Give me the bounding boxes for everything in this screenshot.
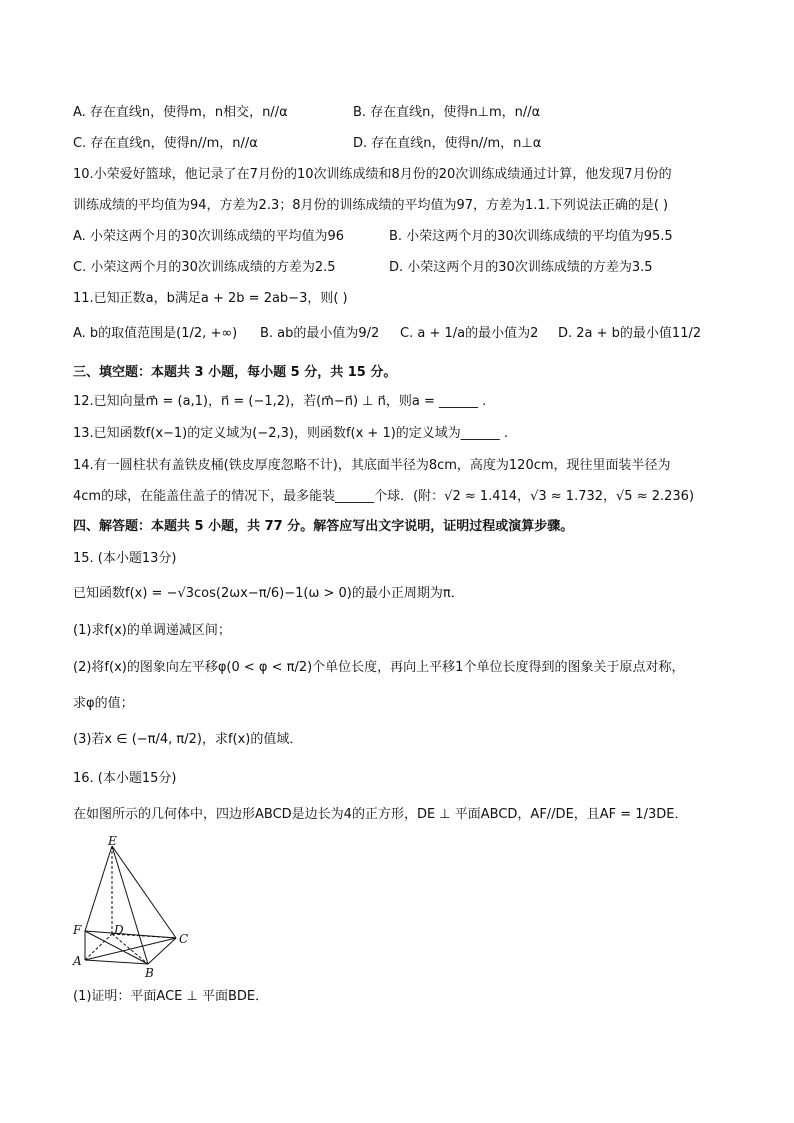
label-f: F (73, 923, 82, 937)
q15-header: 15. (本小题13分) (73, 551, 177, 566)
q15-part-3: (3)若x ∈ (−π/4, π/2)，求f(x)的值域． (73, 732, 303, 747)
q16-geometry-figure (68, 834, 198, 980)
edge-ac (85, 938, 176, 960)
edge-ef (85, 846, 112, 931)
q10-option-b[interactable]: B. 小荣这两个月的30次训练成绩的平均值为95.5 (389, 229, 673, 244)
label-b: B (145, 966, 154, 980)
section-4-heading: 四、解答题：本题共 5 小题，共 77 分。解答应写出文字说明，证明过程或演算步骤。 (73, 519, 574, 534)
q15-part-1: (1)求f(x)的单调递减区间； (73, 623, 231, 638)
q16-part-1: (1)证明：平面ACE ⊥ 平面BDE． (73, 989, 269, 1004)
q12-stem: 12.已知向量m⃗ = (a,1)，n⃗ = (−1,2)，若(m⃗−n⃗) ⊥ n⃗，则a = ______ . (73, 394, 487, 409)
q13-stem: 13.已知函数f(x−1)的定义域为(−2,3)，则函数f(x + 1)的定义域为______ . (73, 426, 509, 441)
label-d: D (114, 923, 124, 937)
label-c: C (179, 932, 189, 946)
q9-option-d[interactable]: D. 存在直线n，使得n//m，n⊥α (353, 136, 542, 151)
label-e: E (108, 834, 117, 848)
q15-stem: 已知函数f(x) = −√3cos(2ωx−π/6)−1(ω > 0)的最小正周期为π． (73, 586, 464, 601)
section-3-heading: 三、填空题：本题共 3 小题，每小题 5 分，共 15 分。 (73, 365, 397, 380)
q9-option-c[interactable]: C. 存在直线n，使得n//m，n//α (73, 136, 258, 151)
q11-option-b[interactable]: B. ab的最小值为9/2 (260, 326, 380, 341)
q14-stem-line1: 14.有一圆柱状有盖铁皮桶(铁皮厚度忽略不计)，其底面半径为8cm，高度为120cm，现往里面装半径为 (73, 458, 671, 473)
q10-option-c[interactable]: C. 小荣这两个月的30次训练成绩的方差为2.5 (73, 260, 336, 275)
q9-option-a[interactable]: A. 存在直线n，使得m，n相交，n//α (73, 105, 288, 120)
q11-option-a[interactable]: A. b的取值范围是(1/2, +∞) (73, 326, 238, 341)
q11-stem: 11.已知正数a，b满足a + 2b = 2ab−3，则( ) (73, 291, 348, 306)
q11-option-c[interactable]: C. a + 1/a的最小值为2 (400, 326, 539, 341)
q10-stem-line2: 训练成绩的平均值为94，方差为2.3；8月份的训练成绩的平均值为97，方差为1.1.下列说法正确的是( ) (73, 198, 669, 213)
q16-header: 16. (本小题15分) (73, 771, 177, 786)
q14-stem-line2: 4cm的球，在能盖住盖子的情况下，最多能装______个球．(附：√2 ≈ 1.414，√3 ≈ 1.732，√5 ≈ 2.236) (73, 489, 695, 504)
q16-stem: 在如图所示的几何体中，四边形ABCD是边长为4的正方形，DE ⊥ 平面ABCD，AF//DE，且AF = 1/3DE． (73, 807, 688, 822)
edge-bc (148, 938, 176, 964)
q10-stem-line1: 10.小荣爱好篮球，他记录了在7月份的10次训练成绩和8月份的20次训练成绩通过计算，他发现7月份的 (73, 167, 672, 182)
edge-ab (85, 960, 148, 964)
q9-option-b[interactable]: B. 存在直线n，使得n⊥m，n//α (353, 105, 541, 120)
label-a: A (73, 954, 82, 968)
q15-part-2b: 求φ的值； (73, 696, 134, 711)
q11-option-d[interactable]: D. 2a + b的最小值11/2 (558, 326, 702, 341)
q15-part-2a: (2)将f(x)的图象向左平移φ(0 < φ < π/2)个单位长度，再向上平移1个单位长度得到的图象关于原点对称， (73, 660, 685, 675)
q10-option-a[interactable]: A. 小荣这两个月的30次训练成绩的平均值为96 (73, 229, 345, 244)
q10-option-d[interactable]: D. 小荣这两个月的30次训练成绩的方差为3.5 (389, 260, 653, 275)
